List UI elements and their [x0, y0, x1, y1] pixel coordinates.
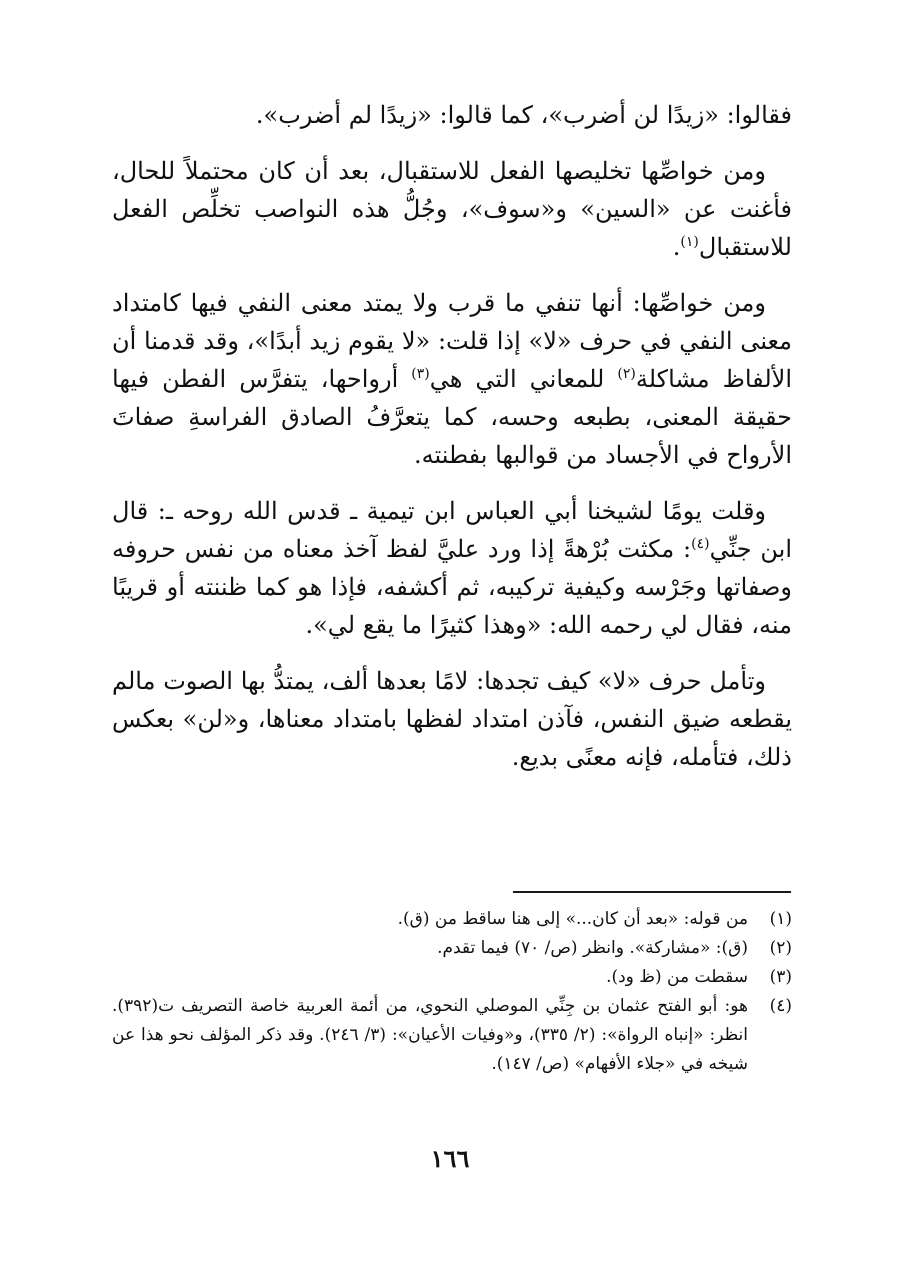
footnote-text: سقطت من (ظ ود).: [606, 967, 748, 987]
footnote-marker-1[interactable]: (١): [680, 234, 699, 250]
paragraph-text: ومن خواصِّها تخليصها الفعل للاستقبال، بعد أن كان محتملاً للحال، فأغنت عن «السين» و«سوف»، وجُلُّ هذه النواصب تخلِّص الفعل للاستقبال: [112, 157, 792, 261]
footnote-text: من قوله: «بعد أن كان...» إلى هنا ساقط من (ق).: [397, 909, 748, 929]
paragraph-4: [112, 492, 792, 644]
paragraph-text-continued: للمعاني التي هي: [429, 365, 618, 393]
footnote-2: [112, 934, 792, 963]
paragraph-3: [112, 284, 792, 474]
footnote-number: (١): [769, 909, 792, 929]
paragraph-1: [112, 96, 792, 134]
footnote-3: [112, 963, 792, 992]
page-number: ١٦٦: [430, 1144, 470, 1173]
paragraph-text: فقالوا: «زيدًا لن أضرب»، كما قالوا: «زيدًا لم أضرب».: [255, 101, 792, 129]
paragraph-tail: : مكثت بُرْهةً إذا ورد عليَّ لفظ آخذ معناه من نفس حروفه وصفاتها وجَرْسه وكيفية تركيبه، ثم أكشفه، فإذا هو كما ظننته أو قريبًا منه، فقال لي رحمه الله: «وهذا كثيرًا ما يقع لي».: [112, 535, 792, 639]
paragraph-tail: أرواحها، يتفرَّس الفطن فيها حقيقة المعنى، بطبعه وحسه، كما يتعرَّفُ الصادق الفراسةِ صفاتَ الأرواح في الأجساد من قوالبها بفطنته.: [112, 365, 792, 469]
paragraph-tail: .: [672, 233, 681, 261]
paragraph-5: [112, 662, 792, 776]
footnotes: [112, 905, 792, 1079]
main-text: [112, 96, 792, 794]
footnote-number: (٢): [769, 938, 792, 958]
footnote-4: [112, 992, 792, 1079]
paragraph-text: وقلت يومًا لشيخنا أبي العباس ابن تيمية ـ قدس الله روحه ـ: قال ابن جنِّي: [112, 497, 792, 563]
footnote-divider: [513, 891, 791, 893]
footnote-number: (٤): [769, 996, 792, 1016]
paragraph-2: [112, 152, 792, 266]
footnote-number: (٣): [769, 967, 792, 987]
footnote-1: [112, 905, 792, 934]
paragraph-text: وتأمل حرف «لا» كيف تجدها: لامًا بعدها ألف، يمتدُّ بها الصوت مالم يقطعه ضيق النفس، فآذن امتداد لفظها بامتداد معناها، و«لن» بعكس ذلك، فتأمله، فإنه معنًى بديع.: [112, 667, 792, 771]
footnote-text: (ق): «مشاركة». وانظر (ص/ ٧٠) فيما تقدم.: [437, 938, 748, 958]
footnote-text: هو: أبو الفتح عثمان بن جِنِّي الموصلي النحوي، من أئمة العربية خاصة التصريف ت(٣٩٢). انظر: «إنباه الرواة»: (٢/ ٣٣٥)، و«وفيات الأعيان»: (٣/ ٢٤٦). وقد ذكر المؤلف نحو هذا عن شيخه في «جلاء الأفهام» (ص/ ١٤٧).: [112, 996, 748, 1074]
footnote-marker-2[interactable]: (٢): [617, 366, 636, 382]
footnote-marker-4[interactable]: (٤): [691, 536, 710, 552]
paragraph-text: ومن خواصِّها: أنها تنفي ما قرب ولا يمتد معنى النفي فيها كامتداد معنى النفي في حرف «لا» إذا قلت: «لا يقوم زيد أبدًا»، وقد قدمنا أن الألفاظ مشاكلة: [112, 289, 792, 393]
footnote-marker-3[interactable]: (٣): [411, 366, 430, 382]
